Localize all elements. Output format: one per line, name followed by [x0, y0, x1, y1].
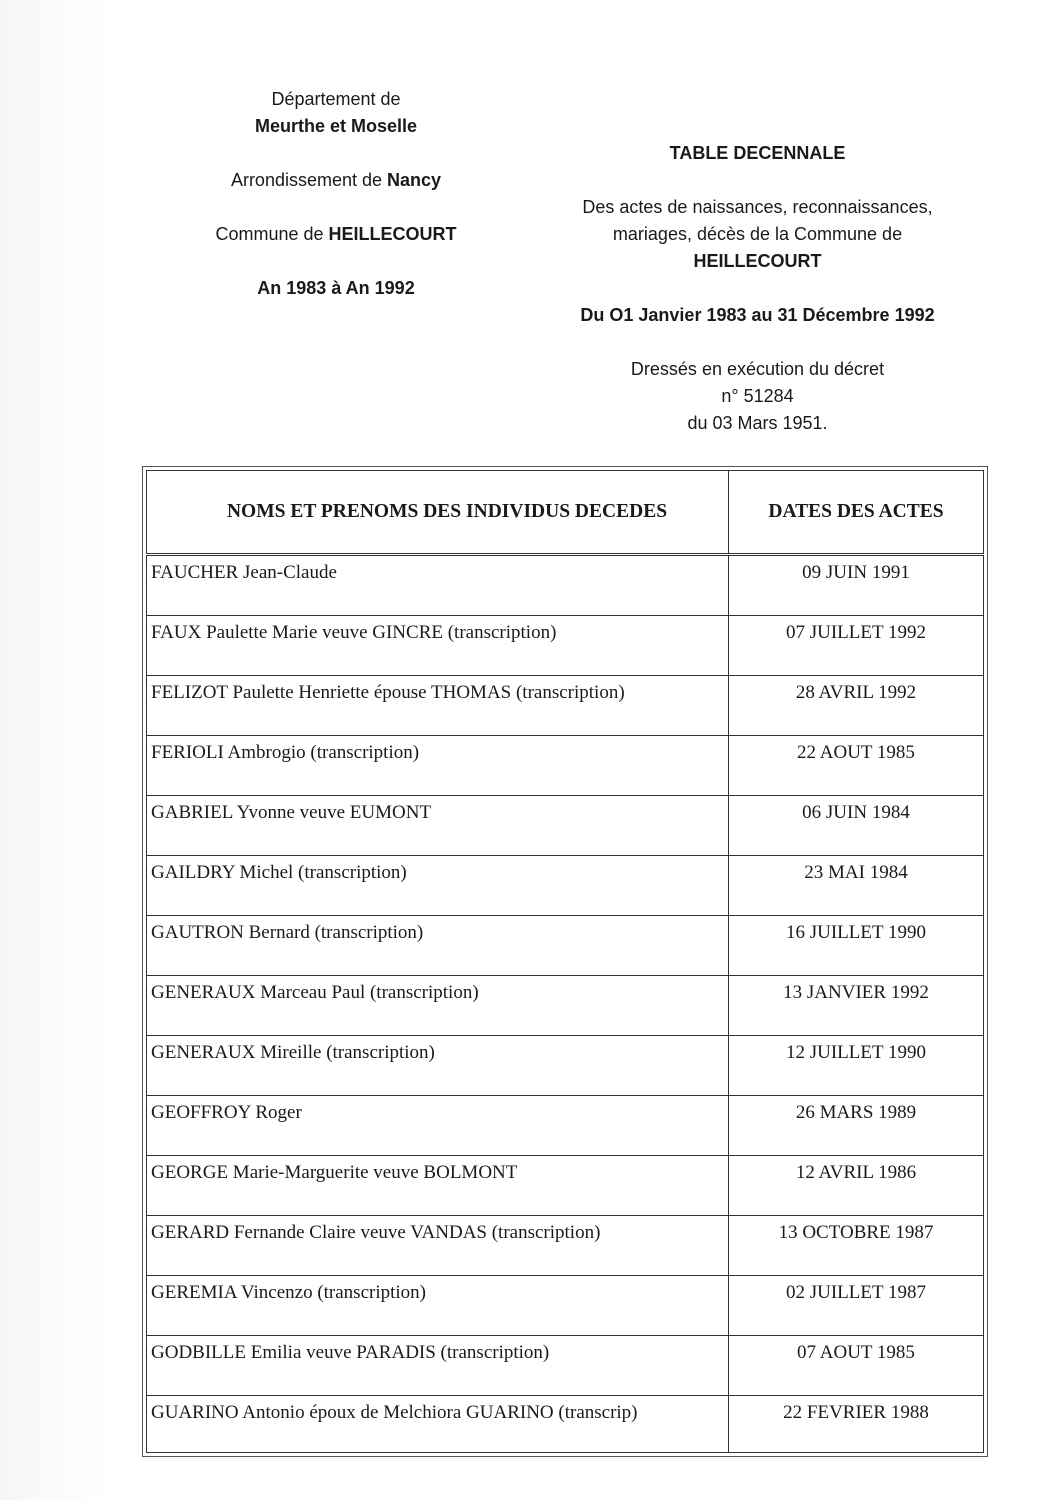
- departement-label: Département de: [271, 89, 401, 109]
- act-date-cell: 16 JUILLET 1990: [729, 916, 984, 976]
- description-commune: HEILLECOURT: [693, 251, 822, 271]
- deceased-name-cell: FERIOLI Ambrogio (transcription): [147, 736, 729, 796]
- deaths-table-frame: [142, 466, 988, 1457]
- deceased-name-cell: GEOFFROY Roger: [147, 1096, 729, 1156]
- deceased-name-cell: GEREMIA Vincenzo (transcription): [147, 1276, 729, 1336]
- table-row: [147, 1336, 984, 1396]
- commune-name: HEILLECOURT: [328, 224, 457, 244]
- deceased-name-cell: GERARD Fernande Claire veuve VANDAS (transcription): [147, 1216, 729, 1276]
- deceased-name-cell: GAILDRY Michel (transcription): [147, 856, 729, 916]
- deaths-table: [146, 470, 984, 1453]
- table-header-row: [147, 471, 984, 555]
- administrative-header: [176, 86, 496, 302]
- deceased-name-cell: FAUCHER Jean-Claude: [147, 555, 729, 616]
- act-date-cell: 13 JANVIER 1992: [729, 976, 984, 1036]
- arrondissement-label: Arrondissement de: [230, 170, 388, 190]
- act-date-cell: 28 AVRIL 1992: [729, 676, 984, 736]
- table-row: [147, 1396, 984, 1453]
- table-row: [147, 736, 984, 796]
- table-row: [147, 916, 984, 976]
- deceased-name-cell: GAUTRON Bernard (transcription): [147, 916, 729, 976]
- table-row: [147, 1096, 984, 1156]
- act-date-cell: 02 JUILLET 1987: [729, 1276, 984, 1336]
- table-row: [147, 796, 984, 856]
- table-row: [147, 1276, 984, 1336]
- act-date-cell: 23 MAI 1984: [729, 856, 984, 916]
- table-row: [147, 1156, 984, 1216]
- deceased-name-cell: GENERAUX Marceau Paul (transcription): [147, 976, 729, 1036]
- act-date-cell: 13 OCTOBRE 1987: [729, 1216, 984, 1276]
- deceased-name-cell: GENERAUX Mireille (transcription): [147, 1036, 729, 1096]
- arrondissement-line: [176, 167, 496, 194]
- deceased-name-cell: GEORGE Marie-Marguerite veuve BOLMONT: [147, 1156, 729, 1216]
- act-date-cell: 09 JUIN 1991: [729, 555, 984, 616]
- arrondissement-name: Nancy: [387, 170, 442, 190]
- column-header-dates: DATES DES ACTES: [729, 471, 984, 555]
- act-date-cell: 07 JUILLET 1992: [729, 616, 984, 676]
- act-date-cell: 22 FEVRIER 1988: [729, 1396, 984, 1453]
- commune-label: Commune de: [215, 224, 329, 244]
- act-date-cell: 26 MARS 1989: [729, 1096, 984, 1156]
- deceased-name-cell: GUARINO Antonio époux de Melchiora GUARINO (transcrip): [147, 1396, 729, 1453]
- table-row: [147, 555, 984, 616]
- year-range: An 1983 à An 1992: [257, 278, 415, 298]
- table-row: [147, 1216, 984, 1276]
- document-title: TABLE DECENNALE: [669, 143, 846, 163]
- table-row: [147, 1036, 984, 1096]
- departement-name: Meurthe et Moselle: [254, 116, 418, 136]
- deceased-name-cell: GABRIEL Yvonne veuve EUMONT: [147, 796, 729, 856]
- description-line-1: Des actes de naissances, reconnaissances,: [582, 197, 933, 217]
- act-date-cell: 07 AOUT 1985: [729, 1336, 984, 1396]
- act-date-cell: 12 AVRIL 1986: [729, 1156, 984, 1216]
- deceased-name-cell: FELIZOT Paulette Henriette épouse THOMAS (transcription): [147, 676, 729, 736]
- deceased-name-cell: GODBILLE Emilia veuve PARADIS (transcription): [147, 1336, 729, 1396]
- description-line-2: mariages, décès de la Commune de: [612, 224, 903, 244]
- table-body: [147, 555, 984, 1453]
- commune-line: [176, 221, 496, 248]
- table-row: [147, 616, 984, 676]
- column-header-names: NOMS ET PRENOMS DES INDIVIDUS DECEDES: [147, 471, 729, 555]
- period-range: Du O1 Janvier 1983 au 31 Décembre 1992: [580, 305, 935, 325]
- act-date-cell: 06 JUIN 1984: [729, 796, 984, 856]
- decree-date: du 03 Mars 1951.: [687, 413, 828, 433]
- scan-bleed-through: [0, 0, 110, 1500]
- act-date-cell: 12 JUILLET 1990: [729, 1036, 984, 1096]
- table-row: [147, 976, 984, 1036]
- table-row: [147, 676, 984, 736]
- table-row: [147, 856, 984, 916]
- decree-line-1: Dressés en exécution du décret: [630, 359, 885, 379]
- deceased-name-cell: FAUX Paulette Marie veuve GINCRE (transcription): [147, 616, 729, 676]
- decree-number: n° 51284: [721, 386, 794, 406]
- act-date-cell: 22 AOUT 1985: [729, 736, 984, 796]
- document-title-block: [540, 140, 975, 437]
